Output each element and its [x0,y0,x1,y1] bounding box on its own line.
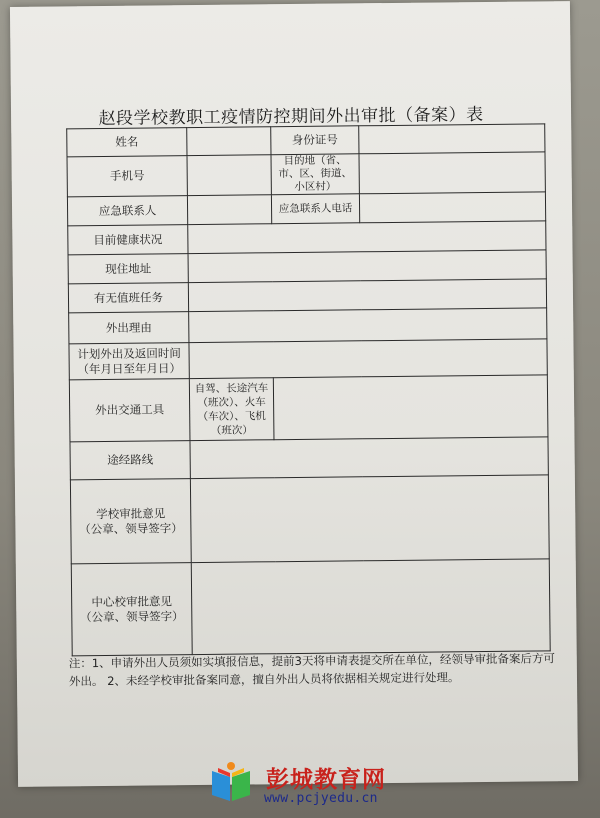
reason-field[interactable] [189,308,547,343]
id-number-field[interactable] [359,124,545,154]
id-number-label: 身份证号 [271,126,359,155]
planned-time-format: （年月日至年月日） [77,360,182,376]
school-approval-text: 学校审批意见 [96,505,166,521]
center-approval-label [71,563,192,656]
reason-label: 外出理由 [69,312,189,344]
planned-time-text: 计划外出及返回时间 [77,345,181,361]
emergency-contact-label: 应急联系人 [67,196,187,226]
center-approval-note: （公章、领导签字） [79,608,184,624]
school-approval-note: （公章、领导签字） [79,520,183,536]
planned-time-label [69,343,189,380]
health-status-field[interactable] [188,221,546,254]
duty-task-field[interactable] [188,279,546,312]
name-label: 姓名 [67,128,187,157]
phone-field[interactable] [187,155,271,196]
destination-label: 目的地（省、市、区、街道、小区村） [271,154,359,195]
center-approval-text: 中心校审批意见 [91,593,172,609]
phone-label: 手机号 [67,156,187,197]
transport-field[interactable] [273,375,548,440]
school-approval-label [70,479,191,564]
route-label: 途经路线 [70,441,190,480]
name-field[interactable] [187,127,271,156]
emergency-phone-label: 应急联系人电话 [271,194,359,224]
emergency-phone-field[interactable] [359,192,545,223]
form-note: 注：1、申请外出人员须如实填报信息，提前3天将申请表提交所在单位，经领导审批备案后方可外出。 2、未经学校审批备案同意，擅自外出人员将依据相关规定进行处理。 [68,651,555,689]
paper-sheet [10,1,578,787]
emergency-contact-field[interactable] [187,195,271,225]
book-logo-icon [208,759,254,805]
table-row [69,339,547,380]
transport-options: 自驾、长途汽车（班次）、火车（车次）、飞机（班次） [189,378,274,441]
form-title: 赵段学校教职工疫情防控期间外出审批（备案）表 [98,104,484,130]
table-row [70,475,549,564]
route-field[interactable] [190,437,548,479]
current-address-label: 现住地址 [68,254,188,284]
current-address-field[interactable] [188,250,546,283]
site-url: www.pcjyedu.cn [264,791,378,806]
approval-form-table [66,123,551,656]
duty-task-label: 有无值班任务 [68,283,188,313]
site-watermark [200,755,440,815]
destination-field[interactable] [359,152,545,194]
planned-time-field[interactable] [189,339,547,379]
table-row [70,437,548,480]
transport-label: 外出交通工具 [69,379,190,442]
site-name: 彭城教育网 [266,767,386,793]
table-row [69,375,548,442]
center-approval-field[interactable] [191,559,550,655]
health-status-label: 目前健康状况 [68,225,188,255]
table-row [67,152,545,197]
table-row [71,559,550,656]
school-approval-field[interactable] [190,475,549,563]
table-row [69,308,547,344]
